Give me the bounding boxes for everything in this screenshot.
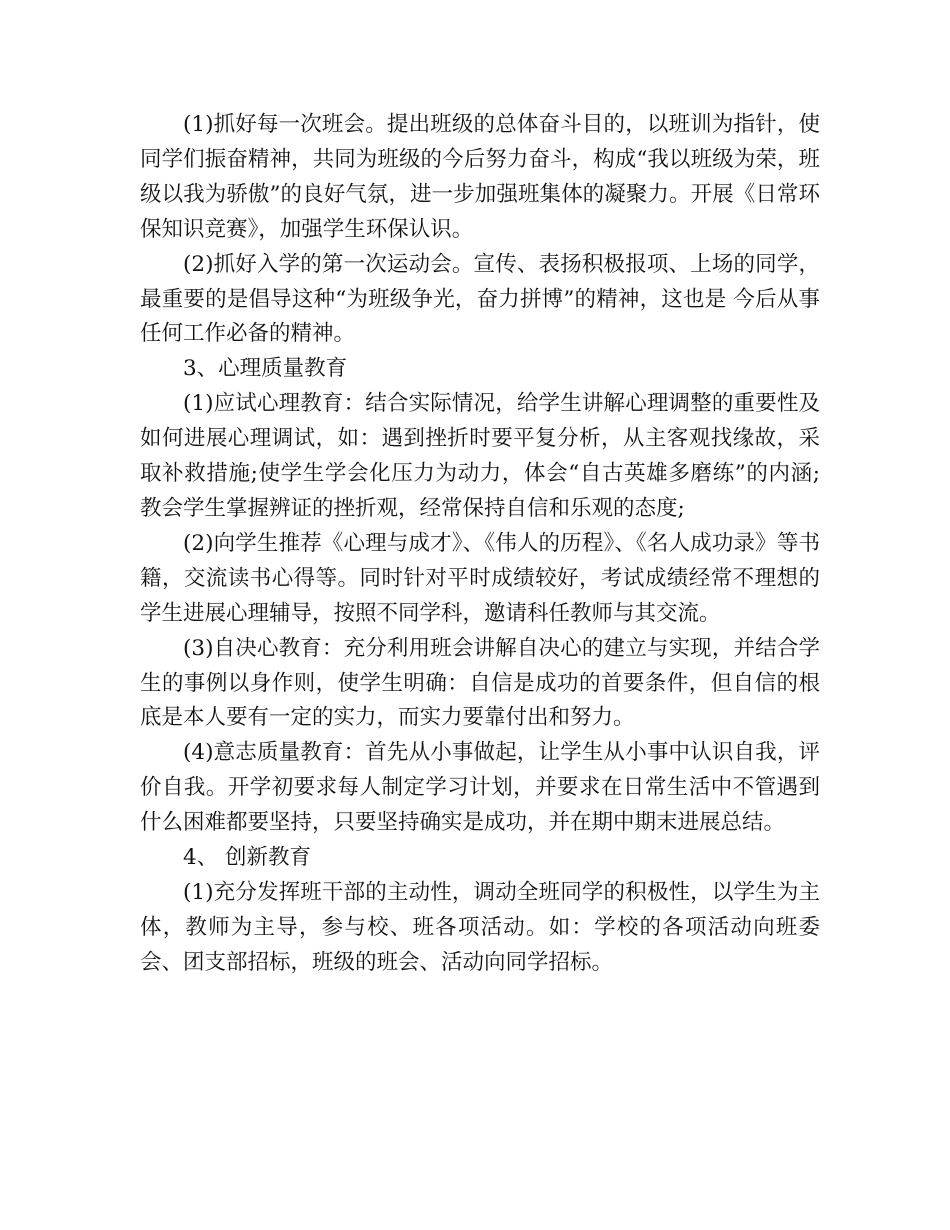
paragraph-exam-psychology: (1)应试心理教育：结合实际情况，给学生讲解心理调整的重要性及如何进展心理调试，如：遇到挫折时要平复分析，从主客观找缘故，采取补救措施;使学生学会化压力为动力，体会“自古英雄多磨练”的内涵;教会学生掌握辨证的挫折观，经常保持自信和乐观的态度; bbox=[140, 391, 820, 521]
paragraph-sports-meeting: (2)抓好入学的第一次运动会。宣传、表扬积极报项、上场的同学，最重要的是倡导这种“为班级争光，奋力拼博”的精神，这也是 今后从事任何工作必备的精神。 bbox=[140, 251, 820, 347]
heading-psychological-education: 3、心理质量教育 bbox=[183, 356, 348, 382]
document-body bbox=[140, 108, 820, 981]
paragraph-confidence-education: (3)自决心教育：充分利用班会讲解自决心的建立与实现，并结合学生的事例以身作则，使学生明确：自信是成功的首要条件，但自信的根底是本人要有一定的实力，而实力要靠付出和努力。 bbox=[140, 635, 820, 731]
paragraph-class-meeting: (1)抓好每一次班会。提出班级的总体奋斗目的，以班训为指针，使同学们振奋精神，共同为班级的今后努力奋斗，构成“我以班级为荣，班级以我为骄傲”的良好气氛，进一步加强班集体的凝聚力。开展《日常环保知识竞赛》，加强学生环保认识。 bbox=[140, 112, 820, 242]
paragraph-willpower-education: (4)意志质量教育：首先从小事做起，让学生从小事中认识自我，评价自我。开学初要求每人制定学习计划，并要求在日常生活中不管遇到什么困难都要坚持，只要坚持确实是成功，并在期中期末进展总结。 bbox=[140, 740, 820, 836]
paragraph-book-recommendation: (2)向学生推荐《心理与成才》、《伟人的历程》、《名人成功录》等书籍，交流读书心得等。同时针对平时成绩较好，考试成绩经常不理想的学生进展心理辅导，按照不同学科，邀请科任教师与其交流。 bbox=[140, 530, 820, 626]
heading-innovation-education: 4、 创新教育 bbox=[183, 845, 312, 871]
paragraph-class-cadres: (1)充分发挥班干部的主动性，调动全班同学的积极性，以学生为主体，教师为主导，参与校、班各项活动。如：学校的各项活动向班委会、团支部招标，班级的班会、活动向同学招标。 bbox=[140, 879, 820, 975]
